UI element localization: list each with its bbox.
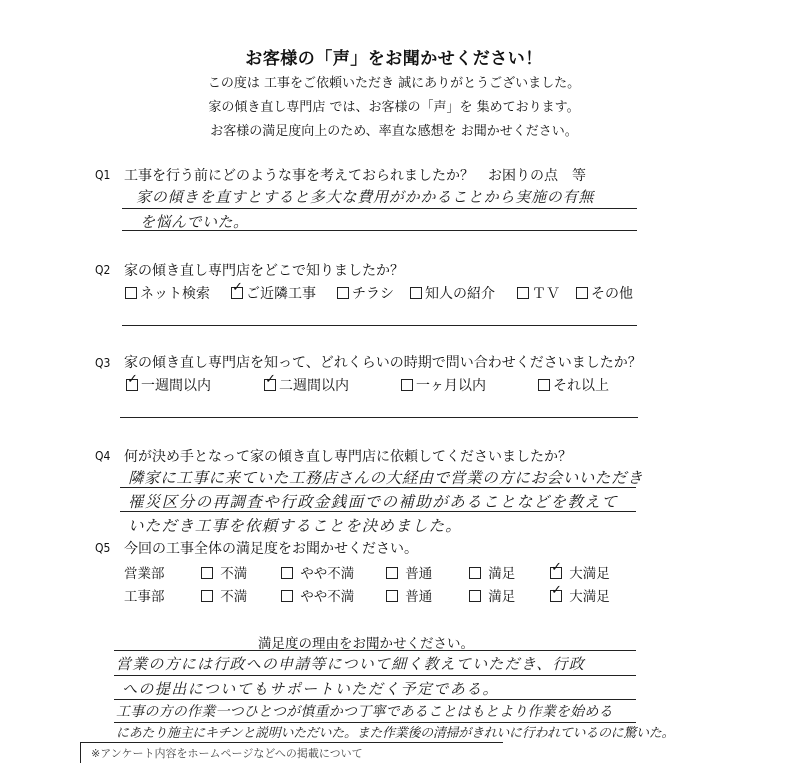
satisfaction-row-construction [0,585,788,605]
sales-option-somewhat-dissatisfied[interactable]: やや不満 [281,562,354,582]
department-label: 工事部 [124,589,165,605]
checkbox-checked-icon [264,379,276,391]
checkbox-unchecked-icon [125,287,137,299]
q3-question: 家の傾き直し専門店を知って、どれくらいの時期で問い合わせくださいましたか？ [124,355,642,371]
q3-option-within-1-week[interactable]: ✓一週間以内 [126,375,211,395]
checkbox-checked-icon [550,590,562,602]
q4-number: Q4 [95,449,111,463]
construction-option-satisfied[interactable]: 満足 [469,585,515,605]
sales-option-neutral[interactable]: 普通 [386,562,432,582]
q4-answer-rule-1 [120,487,636,488]
reason-rule-0 [114,650,636,651]
checkbox-unchecked-icon [201,590,213,602]
q4-question: 何が決め手となって家の傾き直し専門店に依頼してくださいましたか？ [124,449,572,465]
q2-number: Q2 [95,263,111,277]
reason-rule-1 [114,675,636,676]
department-label: 営業部 [124,566,165,582]
q3-number: Q3 [95,356,111,370]
q1-answer-rule-1 [122,208,637,209]
header-line-1: この度は 工事をご依頼いただき 誠にありがとうございました。 [207,76,581,91]
q4-answer-line-1[interactable]: 隣家に工事に来ていた工務店さんの大経由で営業の方にお会いいただき [128,469,644,487]
checkbox-unchecked-icon [401,379,413,391]
checkbox-checked-icon [231,287,243,299]
construction-option-somewhat-dissatisfied[interactable]: やや不満 [281,585,354,605]
checkbox-unchecked-icon [337,287,349,299]
q3-answer-rule [120,417,638,418]
checkbox-unchecked-icon [281,567,293,579]
satisfaction-row-sales [0,562,788,582]
reason-answer-line-1[interactable]: 営業の方には行政への申請等について細く教えていただき、行政 [116,655,585,673]
q1-answer-line-2[interactable]: を悩んでいた。 [140,213,249,231]
q5-question: 今回の工事全体の満足度をお聞かせください。 [124,541,418,557]
q2-option-net-search[interactable]: ネット検索 [125,283,210,303]
checkbox-unchecked-icon [281,590,293,602]
q5-number: Q5 [95,541,111,555]
q2-option-tv[interactable]: ＴＶ [517,283,560,303]
publication-consent-text: ※アンケート内容をホームページなどへの掲載について [91,747,363,760]
q3-option-longer[interactable]: それ以上 [538,375,609,395]
checkbox-unchecked-icon [469,567,481,579]
checkbox-unchecked-icon [517,287,529,299]
checkbox-unchecked-icon [410,287,422,299]
checkbox-checked-icon [550,567,562,579]
header-line-3: お客様の満足度向上のため、率直な感想を お聞かせください。 [210,124,578,139]
q1-number: Q1 [95,168,111,182]
survey-title: お客様の「声」をお聞かせください！ [245,49,543,69]
checkbox-unchecked-icon [576,287,588,299]
reason-answer-line-4[interactable]: にあたり施主にキチンと説明いただいた。また作業後の清掃がきれいに行われているのに驚いた。 [116,726,675,741]
q4-answer-line-3[interactable]: いただき工事を依頼することを決めました。 [128,517,463,535]
construction-option-dissatisfied[interactable]: 不満 [201,585,247,605]
q4-answer-rule-2 [120,511,636,512]
q3-option-within-1-month[interactable]: 一ヶ月以内 [401,375,486,395]
header-line-2: 家の傾き直し専門店 では、お客様の「声」を 集めております。 [208,100,580,115]
q1-question: 工事を行う前にどのような事を考えておられましたか？ お困りの点 等 [124,168,586,184]
construction-option-neutral[interactable]: 普通 [386,585,432,605]
reason-answer-line-3[interactable]: 工事の方の作業一つひとつが慎重かつ丁寧であることはもとより作業を始める [116,704,613,720]
checkbox-checked-icon [126,379,138,391]
q2-option-nearby-work[interactable]: ✓ ご近隣工事 [231,283,316,303]
q1-answer-line-1[interactable]: 家の傾きを直すとすると多大な費用がかかることから実施の有無 [136,188,595,206]
sales-option-satisfied[interactable]: 満足 [469,562,515,582]
checkbox-unchecked-icon [469,590,481,602]
q1-answer-rule-2 [122,230,637,231]
construction-option-very-satisfied[interactable]: ✓ 大満足 [550,585,610,605]
q2-option-other[interactable]: その他 [576,283,633,303]
sales-option-dissatisfied[interactable]: 不満 [201,562,247,582]
q2-option-referral[interactable]: 知人の紹介 [410,283,495,303]
q2-option-flyer[interactable]: チラシ [337,283,394,303]
checkbox-unchecked-icon [386,590,398,602]
publication-consent-box [80,742,503,763]
q2-answer-rule [122,325,637,326]
reason-rule-2 [114,699,636,700]
reason-prompt: 満足度の理由をお聞かせください。 [258,636,474,652]
checkbox-unchecked-icon [201,567,213,579]
q4-answer-line-2[interactable]: 罹災区分の再調査や行政金銭面での補助があることなどを教えて [128,493,619,511]
q3-option-within-2-weeks[interactable]: ✓ 二週間以内 [264,375,349,395]
sales-option-very-satisfied[interactable]: ✓ 大満足 [550,562,610,582]
checkbox-unchecked-icon [538,379,550,391]
q2-question: 家の傾き直し専門店をどこで知りましたか？ [124,263,404,279]
checkbox-unchecked-icon [386,567,398,579]
reason-answer-line-2[interactable]: への提出についてもサポートいただく予定である。 [122,680,499,698]
